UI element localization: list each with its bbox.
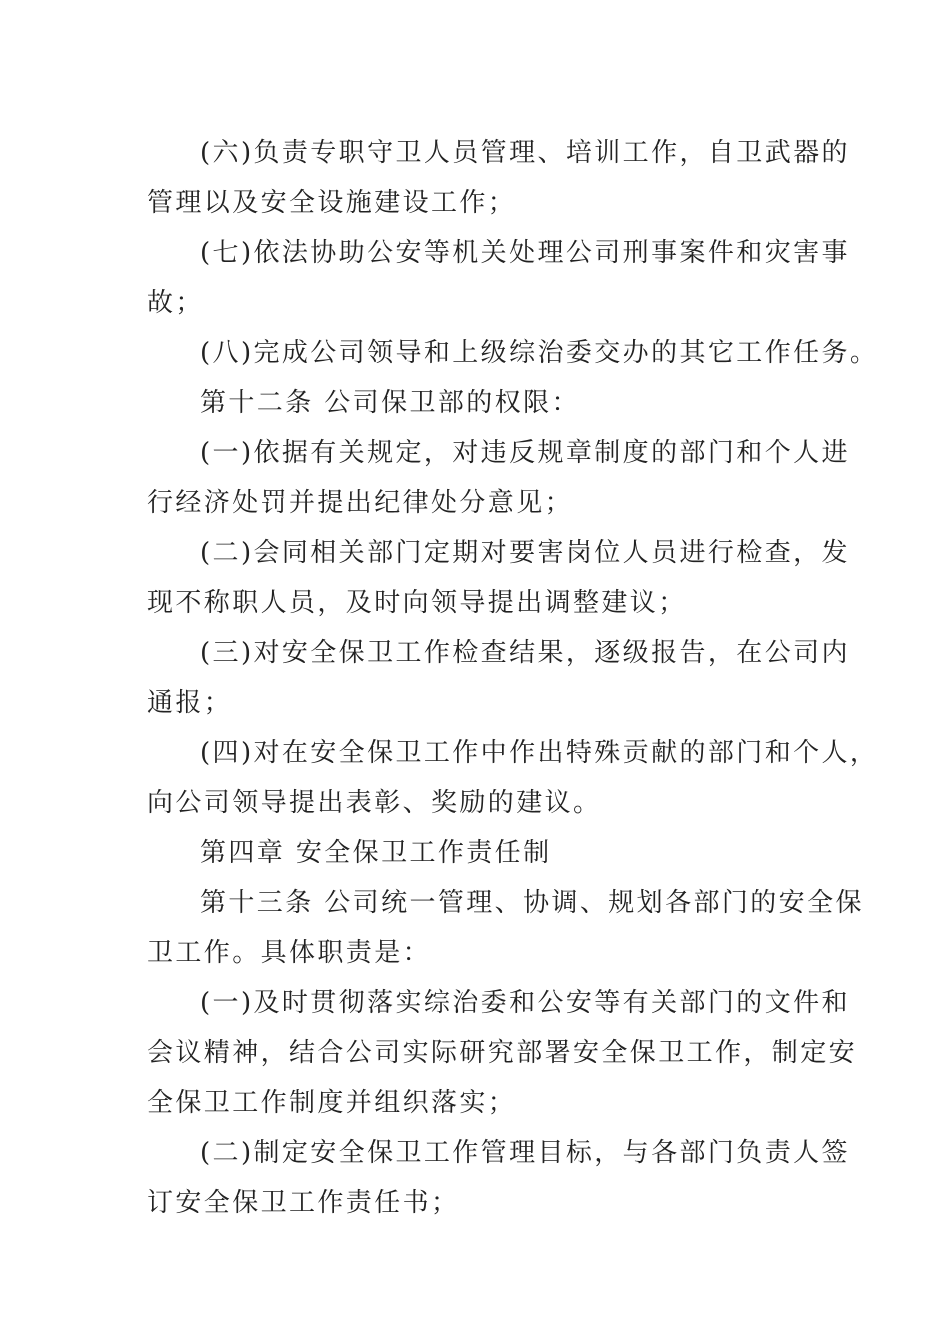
text-line: (一)及时贯彻落实综治委和公安等有关部门的文件和 [200, 988, 850, 1018]
text-line: 向公司领导提出表彰、奖励的建议。 [147, 788, 602, 818]
section-heading: 第十二条 公司保卫部的权限： [200, 388, 580, 418]
text-line: (八)完成公司领导和上级综治委交办的其它工作任务。 [200, 338, 879, 368]
text-line: 会议精神，结合公司实际研究部署安全保卫工作，制定安 [147, 1038, 858, 1068]
text-line: 全保卫工作制度并组织落实； [147, 1088, 517, 1118]
text-line: (二)会同相关部门定期对要害岗位人员进行检查，发 [200, 538, 850, 568]
text-line: (三)对安全保卫工作检查结果，逐级报告，在公司内 [200, 638, 850, 668]
text-line: 卫工作。具体职责是： [147, 938, 432, 968]
text-line: (一)依据有关规定，对违反规章制度的部门和个人进 [200, 438, 850, 468]
text-line: 行经济处罚并提出纪律处分意见； [147, 488, 574, 518]
text-line: 故； [147, 288, 204, 318]
chapter-heading: 第四章 安全保卫工作责任制 [200, 838, 552, 868]
text-line: (二)制定安全保卫工作管理目标，与各部门负责人签 [200, 1138, 850, 1168]
text-line: 通报； [147, 688, 233, 718]
section-heading: 第十三条 公司统一管理、协调、规划各部门的安全保 [200, 888, 864, 918]
text-line: (六)负责专职守卫人员管理、培训工作，自卫武器的 [200, 138, 850, 168]
text-line: 现不称职人员，及时向领导提出调整建议； [147, 588, 687, 618]
text-line: 管理以及安全设施建设工作； [147, 188, 517, 218]
text-line: (四)对在安全保卫工作中作出特殊贡献的部门和个人， [200, 738, 879, 768]
text-line: (七)依法协助公安等机关处理公司刑事案件和灾害事 [200, 238, 850, 268]
text-line: 订安全保卫工作责任书； [147, 1188, 460, 1218]
